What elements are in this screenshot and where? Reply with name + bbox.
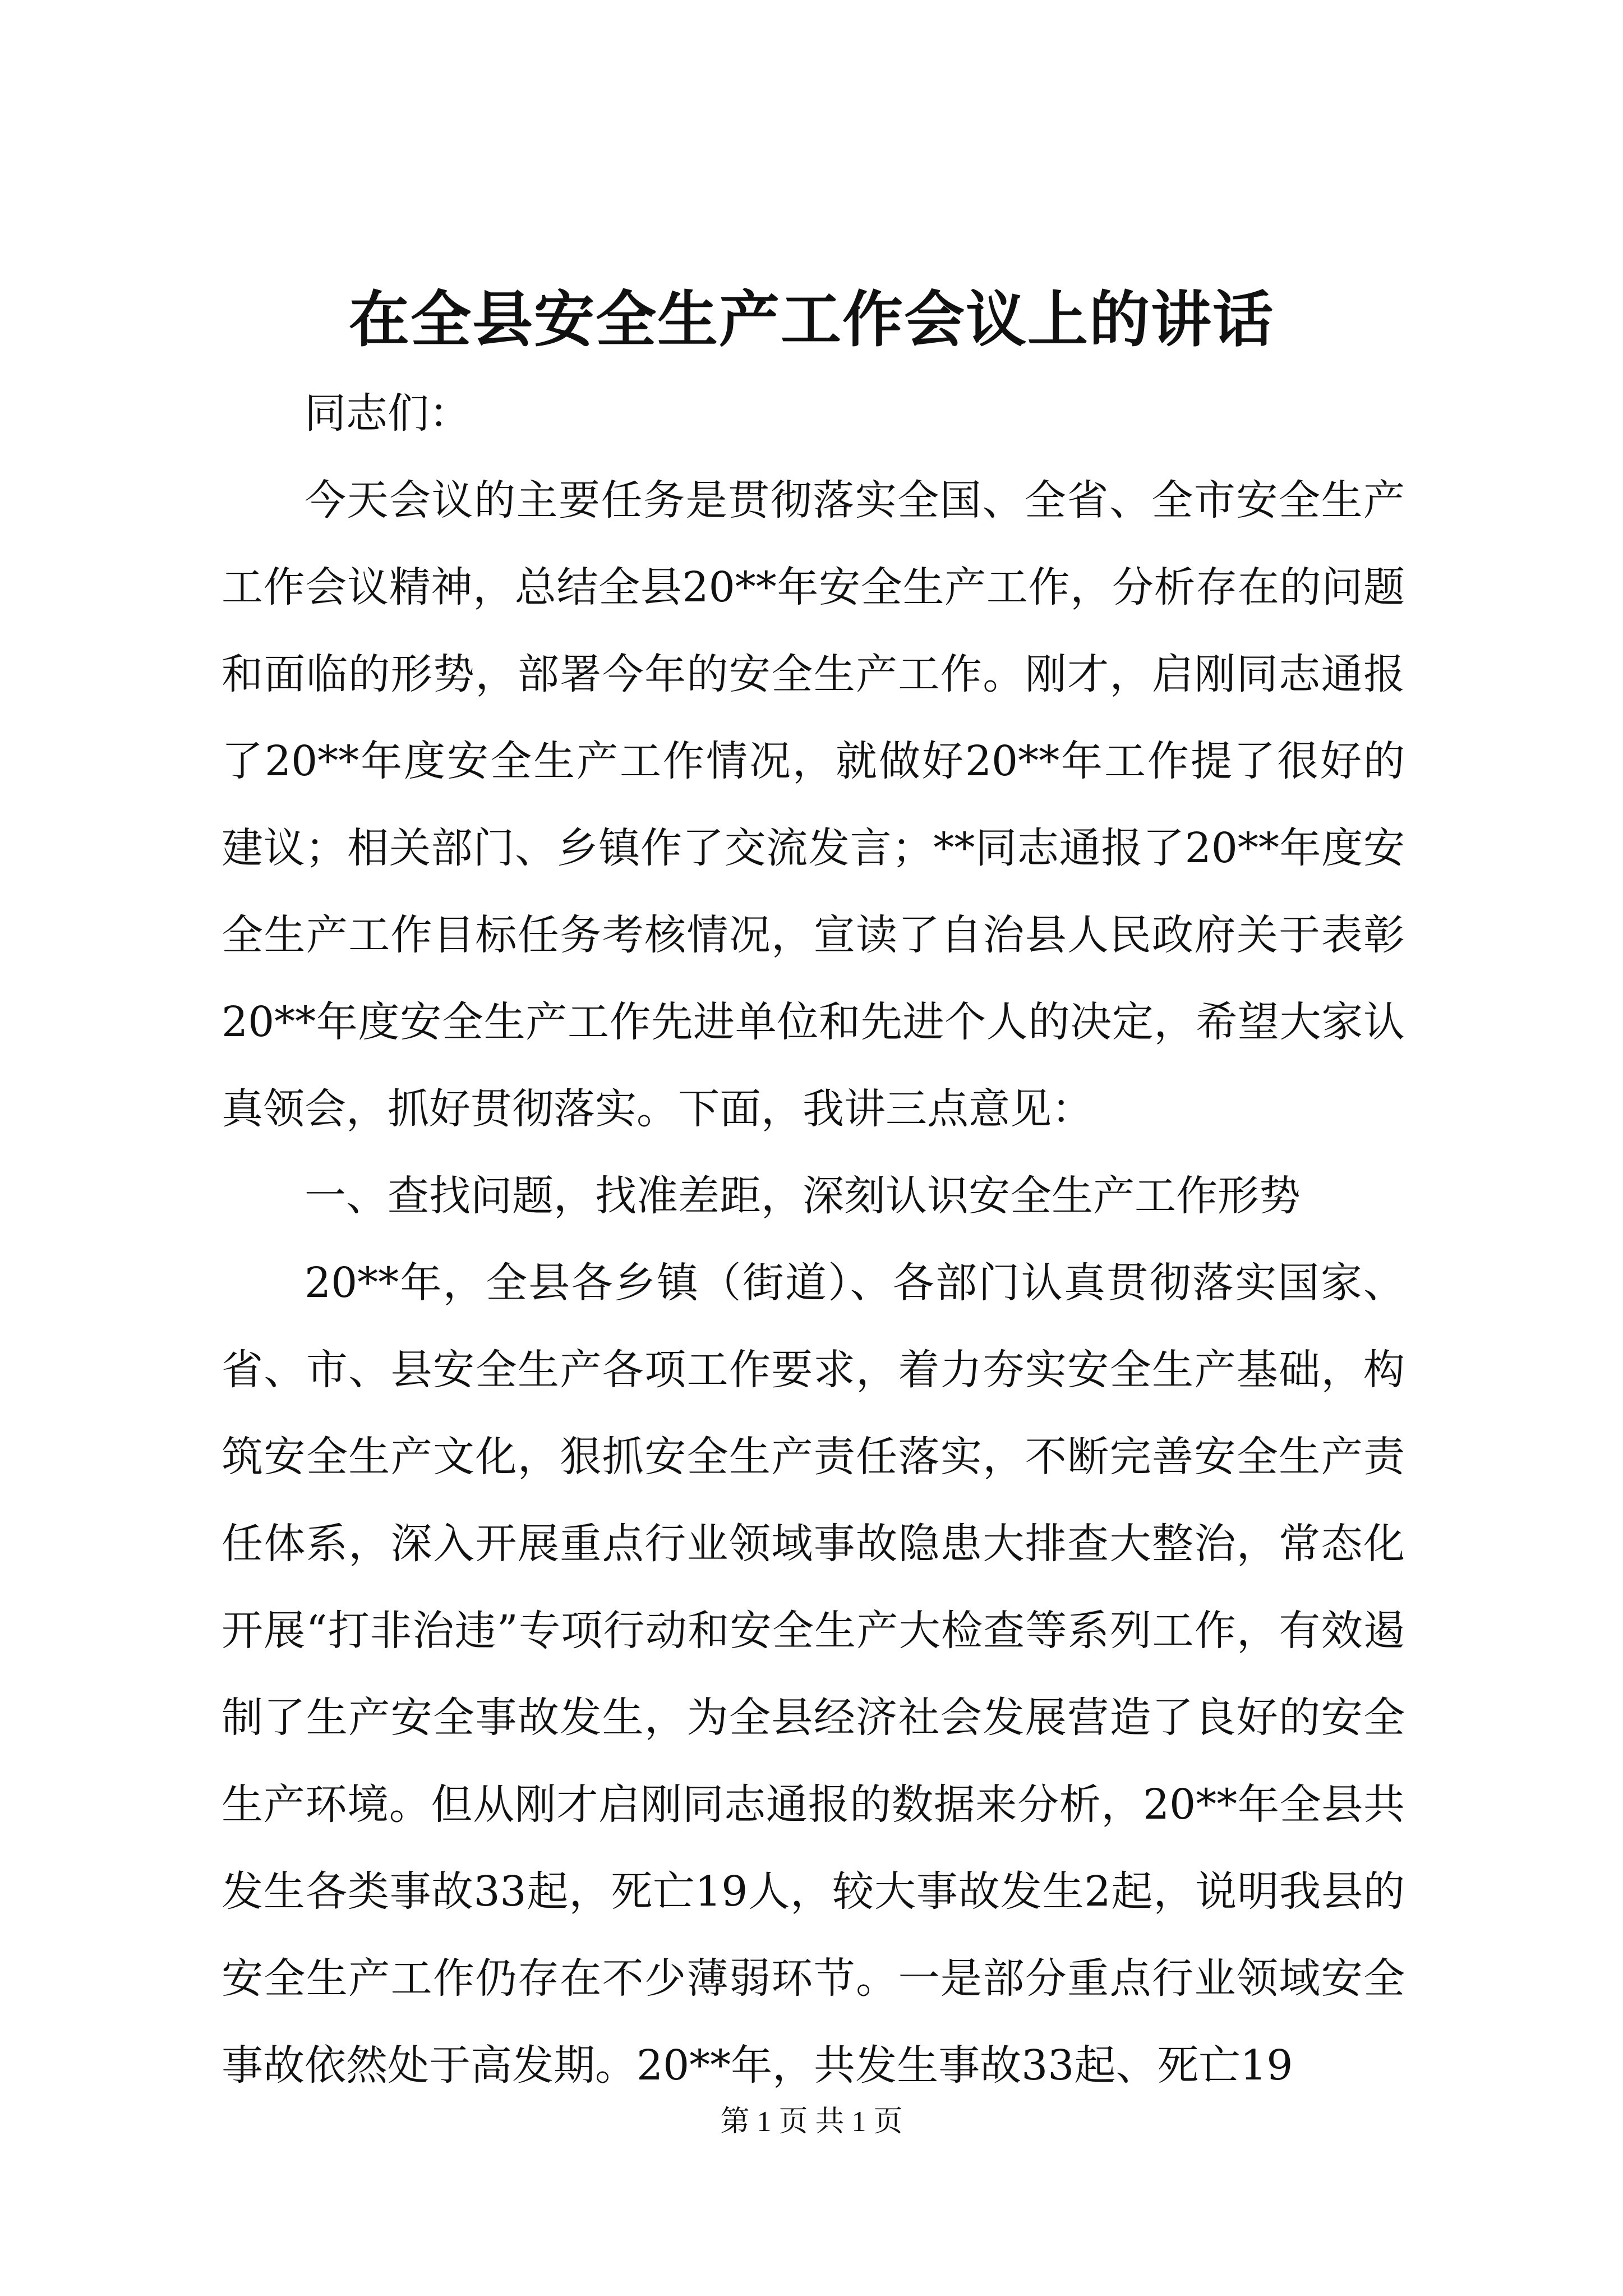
page-footer: 第 1 页 共 1 页 [720, 2106, 903, 2138]
section-heading-1: 一、查找问题，找准差距，深刻认识安全生产工作形势 [305, 1172, 1301, 1220]
paragraph-intro: 今天会议的主要任务是贯彻落实全国、全省、全市安全生产工作会议精神，总结全县20**年安全生产工作，分析存在的问题和面临的形势，部署今年的安全生产工作。刚才，启刚同志通报了20**年度安全生产工作情况，就做好20**年工作提了很好的建议；相关部门、乡镇作了交流发言；**同志通报了20**年度安全生产工作目标任务考核情况，宣读了自治县人民政府关于表彰20**年度安全生产工作先进单位和先进个人的决定，希望大家认真领会，抓好贯彻落实。下面，我讲三点意见： [222, 476, 1405, 1133]
document-title: 在全县安全生产工作会议上的讲话 [348, 284, 1274, 355]
document-body [222, 370, 1405, 2109]
salutation: 同志们： [305, 389, 471, 438]
paragraph-section-1: 20**年，全县各乡镇（街道）、各部门认真贯彻落实国家、省、市、县安全生产各项工作要求，着力夯实安全生产基础，构筑安全生产文化，狠抓安全生产责任落实，不断完善安全生产责任体系，深入开展重点行业领域事故隐患大排查大整治，常态化开展“打非治违”专项行动和安全生产大检查等系列工作，有效遏制了生产安全事故发生，为全县经济社会发展营造了良好的安全生产环境。但从刚才启刚同志通报的数据来分析，20**年全县共发生各类事故33起，死亡19人，较大事故发生2起，说明我县的安全生产工作仍存在不少薄弱环节。一是部分重点行业领域安全事故依然处于高发期。20**年，共发生事故33起、死亡19 [222, 1259, 1405, 2090]
